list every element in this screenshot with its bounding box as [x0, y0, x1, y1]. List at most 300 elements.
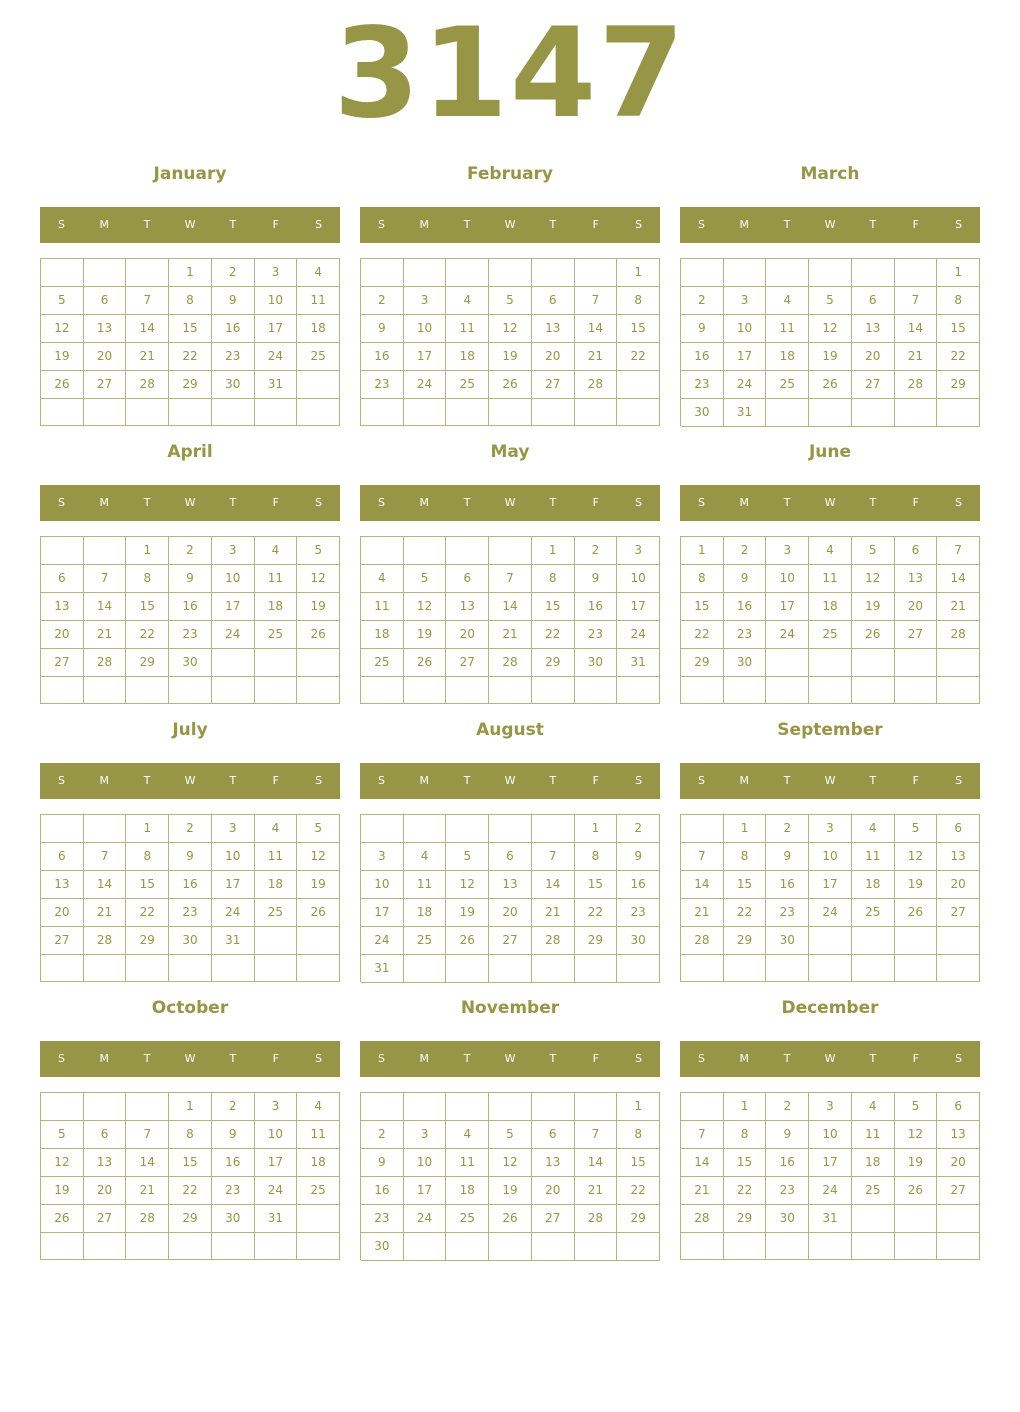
- weekday-label: T: [783, 1052, 791, 1065]
- empty-cell: [126, 259, 169, 287]
- day-cell: 1: [681, 537, 724, 565]
- day-cell: 6: [41, 843, 84, 871]
- weekday-label: W: [824, 218, 836, 231]
- day-grid: [680, 258, 980, 426]
- weekday-label: T: [143, 774, 151, 787]
- empty-cell: [169, 399, 212, 426]
- day-cell: 21: [489, 621, 532, 649]
- day-cell: 20: [84, 1177, 127, 1205]
- day-cell: 10: [724, 315, 767, 343]
- day-cell: 7: [532, 843, 575, 871]
- empty-cell: [532, 1093, 575, 1121]
- day-cell: 25: [809, 621, 852, 649]
- empty-cell: [169, 677, 212, 704]
- day-cell: 6: [84, 287, 127, 315]
- day-cell: 26: [404, 649, 447, 677]
- weekday-label: S: [635, 774, 643, 787]
- empty-cell: [41, 537, 84, 565]
- empty-cell: [84, 815, 127, 843]
- day-cell: 21: [681, 899, 724, 927]
- weekday-label: T: [549, 1052, 557, 1065]
- day-cell: 19: [41, 1177, 84, 1205]
- day-cell: 9: [681, 315, 724, 343]
- day-cell: 24: [255, 1177, 298, 1205]
- day-cell: 5: [41, 1121, 84, 1149]
- day-cell: 1: [126, 537, 169, 565]
- month-name: April: [167, 442, 213, 462]
- day-cell: 12: [852, 565, 895, 593]
- day-cell: 27: [532, 1205, 575, 1233]
- day-cell: 9: [169, 565, 212, 593]
- day-cell: 2: [212, 1093, 255, 1121]
- empty-cell: [446, 259, 489, 287]
- empty-cell: [937, 1233, 980, 1260]
- weekday-label: M: [739, 218, 750, 231]
- day-cell: 21: [84, 899, 127, 927]
- day-cell: 27: [489, 927, 532, 955]
- day-cell: 13: [895, 565, 938, 593]
- day-cell: 28: [681, 927, 724, 955]
- day-cell: 17: [809, 871, 852, 899]
- day-cell: 11: [852, 843, 895, 871]
- day-cell: 17: [255, 1149, 298, 1177]
- day-cell: 13: [937, 843, 980, 871]
- empty-cell: [489, 955, 532, 983]
- day-cell: 13: [489, 871, 532, 899]
- day-cell: 30: [766, 1205, 809, 1233]
- year-title: 3147: [333, 2, 687, 146]
- day-cell: 1: [575, 815, 618, 843]
- weekday-label: T: [143, 218, 151, 231]
- weekday-label: S: [57, 1052, 65, 1065]
- day-cell: 26: [895, 1177, 938, 1205]
- empty-cell: [84, 537, 127, 565]
- day-cell: 27: [852, 371, 895, 399]
- day-cell: 2: [681, 287, 724, 315]
- weekday-label: S: [377, 496, 385, 509]
- day-cell: 15: [169, 315, 212, 343]
- empty-cell: [297, 1233, 340, 1260]
- day-cell: 22: [126, 899, 169, 927]
- weekday-label: W: [184, 1052, 196, 1065]
- day-cell: 8: [169, 287, 212, 315]
- day-cell: 9: [212, 287, 255, 315]
- weekday-label: F: [272, 1052, 279, 1065]
- day-cell: 21: [681, 1177, 724, 1205]
- empty-cell: [297, 677, 340, 704]
- day-cell: 7: [937, 537, 980, 565]
- month-name: August: [476, 720, 544, 740]
- day-cell: 24: [404, 371, 447, 399]
- day-grid: [40, 536, 340, 704]
- day-cell: 5: [446, 843, 489, 871]
- day-cell: 23: [681, 371, 724, 399]
- empty-cell: [255, 399, 298, 426]
- day-cell: 19: [895, 1149, 938, 1177]
- empty-cell: [575, 677, 618, 704]
- empty-cell: [404, 955, 447, 983]
- day-cell: 30: [766, 927, 809, 955]
- day-cell: 24: [724, 371, 767, 399]
- day-cell: 2: [169, 815, 212, 843]
- day-cell: 8: [937, 287, 980, 315]
- weekday-label: S: [377, 1052, 385, 1065]
- day-cell: 10: [404, 315, 447, 343]
- day-cell: 25: [446, 371, 489, 399]
- day-cell: 11: [766, 315, 809, 343]
- day-cell: 22: [575, 899, 618, 927]
- day-cell: 17: [212, 593, 255, 621]
- day-cell: 22: [169, 1177, 212, 1205]
- weekday-label: S: [697, 496, 705, 509]
- weekday-header: [680, 1041, 980, 1077]
- day-cell: 10: [361, 871, 404, 899]
- empty-cell: [169, 1233, 212, 1260]
- empty-cell: [937, 1205, 980, 1233]
- day-cell: 8: [126, 565, 169, 593]
- day-cell: 25: [255, 899, 298, 927]
- day-cell: 29: [126, 649, 169, 677]
- weekday-header: [360, 485, 660, 521]
- day-cell: 15: [169, 1149, 212, 1177]
- day-cell: 30: [724, 649, 767, 677]
- weekday-label: S: [955, 1052, 963, 1065]
- day-cell: 5: [895, 815, 938, 843]
- day-cell: 1: [617, 259, 660, 287]
- day-cell: 19: [895, 871, 938, 899]
- day-cell: 27: [937, 1177, 980, 1205]
- empty-cell: [404, 1233, 447, 1261]
- day-cell: 28: [937, 621, 980, 649]
- weekday-label: M: [419, 774, 430, 787]
- empty-cell: [681, 1233, 724, 1260]
- day-cell: 20: [446, 621, 489, 649]
- empty-cell: [681, 259, 724, 287]
- empty-cell: [212, 677, 255, 704]
- day-cell: 17: [361, 899, 404, 927]
- empty-cell: [937, 677, 980, 704]
- empty-cell: [361, 537, 404, 565]
- empty-cell: [446, 955, 489, 983]
- weekday-label: W: [504, 1052, 516, 1065]
- empty-cell: [361, 815, 404, 843]
- day-cell: 24: [361, 927, 404, 955]
- weekday-label: S: [635, 496, 643, 509]
- weekday-label: F: [592, 496, 599, 509]
- empty-cell: [297, 955, 340, 982]
- day-cell: 3: [255, 1093, 298, 1121]
- day-cell: 30: [212, 1205, 255, 1233]
- day-cell: 9: [724, 565, 767, 593]
- weekday-label: W: [504, 218, 516, 231]
- day-cell: 26: [489, 1205, 532, 1233]
- day-grid: [40, 258, 340, 426]
- day-cell: 22: [724, 899, 767, 927]
- day-cell: 16: [681, 343, 724, 371]
- day-cell: 14: [681, 1149, 724, 1177]
- day-cell: 7: [681, 1121, 724, 1149]
- day-cell: 23: [575, 621, 618, 649]
- empty-cell: [809, 649, 852, 677]
- day-cell: 5: [852, 537, 895, 565]
- day-cell: 12: [895, 1121, 938, 1149]
- weekday-label: M: [419, 496, 430, 509]
- empty-cell: [766, 399, 809, 427]
- day-cell: 19: [297, 871, 340, 899]
- empty-cell: [212, 955, 255, 982]
- day-cell: 25: [255, 621, 298, 649]
- weekday-label: T: [463, 218, 471, 231]
- day-cell: 31: [724, 399, 767, 427]
- day-cell: 4: [766, 287, 809, 315]
- weekday-label: F: [592, 1052, 599, 1065]
- weekday-label: T: [229, 218, 237, 231]
- day-cell: 10: [212, 843, 255, 871]
- day-cell: 20: [84, 343, 127, 371]
- day-cell: 25: [404, 927, 447, 955]
- day-cell: 10: [809, 1121, 852, 1149]
- day-cell: 19: [446, 899, 489, 927]
- day-cell: 26: [297, 621, 340, 649]
- day-cell: 28: [895, 371, 938, 399]
- weekday-label: T: [229, 774, 237, 787]
- weekday-label: T: [783, 774, 791, 787]
- empty-cell: [895, 955, 938, 982]
- empty-cell: [852, 399, 895, 427]
- day-cell: 21: [895, 343, 938, 371]
- day-cell: 29: [169, 371, 212, 399]
- day-cell: 2: [575, 537, 618, 565]
- weekday-label: M: [99, 218, 110, 231]
- empty-cell: [255, 1233, 298, 1260]
- day-cell: 6: [532, 287, 575, 315]
- weekday-label: T: [869, 496, 877, 509]
- empty-cell: [937, 399, 980, 427]
- day-cell: 15: [681, 593, 724, 621]
- empty-cell: [404, 259, 447, 287]
- day-cell: 6: [446, 565, 489, 593]
- empty-cell: [809, 927, 852, 955]
- empty-cell: [575, 399, 618, 426]
- empty-cell: [361, 1093, 404, 1121]
- weekday-label: S: [315, 496, 323, 509]
- day-cell: 7: [681, 843, 724, 871]
- day-cell: 22: [617, 1177, 660, 1205]
- day-cell: 27: [532, 371, 575, 399]
- empty-cell: [617, 371, 660, 399]
- day-cell: 11: [446, 1149, 489, 1177]
- day-cell: 19: [809, 343, 852, 371]
- day-cell: 2: [361, 287, 404, 315]
- day-cell: 16: [169, 871, 212, 899]
- empty-cell: [41, 1093, 84, 1121]
- day-cell: 23: [361, 371, 404, 399]
- empty-cell: [126, 1093, 169, 1121]
- day-cell: 4: [297, 259, 340, 287]
- day-cell: 1: [126, 815, 169, 843]
- empty-cell: [852, 1233, 895, 1260]
- weekday-label: S: [955, 774, 963, 787]
- day-cell: 3: [404, 287, 447, 315]
- weekday-label: T: [783, 496, 791, 509]
- weekday-label: F: [272, 496, 279, 509]
- day-cell: 12: [404, 593, 447, 621]
- day-cell: 15: [126, 593, 169, 621]
- weekday-label: T: [143, 1052, 151, 1065]
- day-cell: 13: [852, 315, 895, 343]
- day-cell: 20: [489, 899, 532, 927]
- day-cell: 4: [446, 1121, 489, 1149]
- empty-cell: [681, 955, 724, 982]
- day-cell: 7: [84, 843, 127, 871]
- empty-cell: [212, 649, 255, 677]
- day-cell: 16: [212, 315, 255, 343]
- day-cell: 23: [169, 899, 212, 927]
- day-cell: 24: [766, 621, 809, 649]
- day-cell: 12: [297, 843, 340, 871]
- day-cell: 26: [41, 371, 84, 399]
- weekday-label: S: [315, 774, 323, 787]
- day-cell: 16: [212, 1149, 255, 1177]
- day-cell: 7: [126, 1121, 169, 1149]
- day-cell: 29: [532, 649, 575, 677]
- empty-cell: [361, 399, 404, 426]
- day-cell: 9: [617, 843, 660, 871]
- day-cell: 4: [446, 287, 489, 315]
- day-cell: 19: [489, 343, 532, 371]
- empty-cell: [575, 1233, 618, 1261]
- day-cell: 29: [126, 927, 169, 955]
- weekday-label: T: [549, 774, 557, 787]
- day-cell: 30: [212, 371, 255, 399]
- day-cell: 5: [895, 1093, 938, 1121]
- day-cell: 10: [212, 565, 255, 593]
- day-cell: 18: [446, 343, 489, 371]
- weekday-label: T: [783, 218, 791, 231]
- day-cell: 23: [212, 1177, 255, 1205]
- day-cell: 5: [41, 287, 84, 315]
- empty-cell: [895, 1233, 938, 1260]
- day-cell: 14: [489, 593, 532, 621]
- day-cell: 18: [361, 621, 404, 649]
- weekday-label: W: [504, 496, 516, 509]
- day-cell: 2: [724, 537, 767, 565]
- empty-cell: [446, 537, 489, 565]
- day-cell: 16: [766, 871, 809, 899]
- day-cell: 3: [212, 815, 255, 843]
- day-cell: 13: [41, 871, 84, 899]
- empty-cell: [446, 1233, 489, 1261]
- day-cell: 18: [297, 1149, 340, 1177]
- day-cell: 24: [809, 899, 852, 927]
- empty-cell: [724, 677, 767, 704]
- day-cell: 20: [937, 871, 980, 899]
- weekday-label: M: [99, 774, 110, 787]
- day-cell: 25: [852, 1177, 895, 1205]
- empty-cell: [532, 1233, 575, 1261]
- day-cell: 8: [724, 843, 767, 871]
- day-cell: 27: [895, 621, 938, 649]
- day-cell: 3: [617, 537, 660, 565]
- day-cell: 5: [809, 287, 852, 315]
- day-cell: 23: [361, 1205, 404, 1233]
- day-cell: 20: [41, 899, 84, 927]
- day-cell: 18: [852, 871, 895, 899]
- day-cell: 10: [255, 1121, 298, 1149]
- day-cell: 28: [532, 927, 575, 955]
- empty-cell: [766, 1233, 809, 1260]
- weekday-label: W: [184, 218, 196, 231]
- day-cell: 14: [84, 871, 127, 899]
- day-grid: [360, 536, 660, 704]
- empty-cell: [852, 649, 895, 677]
- day-cell: 22: [126, 621, 169, 649]
- day-cell: 15: [532, 593, 575, 621]
- weekday-header: [360, 1041, 660, 1077]
- day-cell: 25: [446, 1205, 489, 1233]
- weekday-label: T: [229, 496, 237, 509]
- empty-cell: [895, 259, 938, 287]
- day-cell: 18: [297, 315, 340, 343]
- day-cell: 8: [617, 1121, 660, 1149]
- day-cell: 19: [404, 621, 447, 649]
- day-cell: 20: [532, 343, 575, 371]
- day-cell: 25: [297, 1177, 340, 1205]
- empty-cell: [84, 955, 127, 982]
- empty-cell: [41, 399, 84, 426]
- day-cell: 1: [724, 1093, 767, 1121]
- day-cell: 17: [404, 1177, 447, 1205]
- empty-cell: [895, 1205, 938, 1233]
- day-cell: 7: [575, 287, 618, 315]
- day-cell: 9: [766, 1121, 809, 1149]
- empty-cell: [126, 677, 169, 704]
- day-cell: 28: [575, 1205, 618, 1233]
- empty-cell: [489, 399, 532, 426]
- day-cell: 28: [84, 927, 127, 955]
- weekday-label: W: [184, 774, 196, 787]
- day-cell: 3: [809, 815, 852, 843]
- day-cell: 2: [766, 815, 809, 843]
- weekday-label: F: [272, 218, 279, 231]
- empty-cell: [766, 677, 809, 704]
- day-cell: 12: [41, 1149, 84, 1177]
- empty-cell: [404, 677, 447, 704]
- day-cell: 22: [532, 621, 575, 649]
- day-cell: 5: [489, 287, 532, 315]
- day-cell: 28: [126, 371, 169, 399]
- empty-cell: [404, 399, 447, 426]
- empty-cell: [937, 927, 980, 955]
- day-cell: 22: [724, 1177, 767, 1205]
- day-cell: 21: [937, 593, 980, 621]
- day-cell: 14: [937, 565, 980, 593]
- day-cell: 1: [169, 259, 212, 287]
- day-cell: 23: [212, 343, 255, 371]
- month-name: January: [153, 164, 227, 184]
- weekday-header: [40, 1041, 340, 1077]
- day-cell: 4: [361, 565, 404, 593]
- weekday-label: S: [697, 218, 705, 231]
- weekday-header: [680, 763, 980, 799]
- weekday-label: S: [635, 1052, 643, 1065]
- empty-cell: [532, 399, 575, 426]
- month-name: July: [172, 720, 208, 740]
- day-cell: 12: [41, 315, 84, 343]
- empty-cell: [361, 677, 404, 704]
- empty-cell: [297, 399, 340, 426]
- day-cell: 6: [41, 565, 84, 593]
